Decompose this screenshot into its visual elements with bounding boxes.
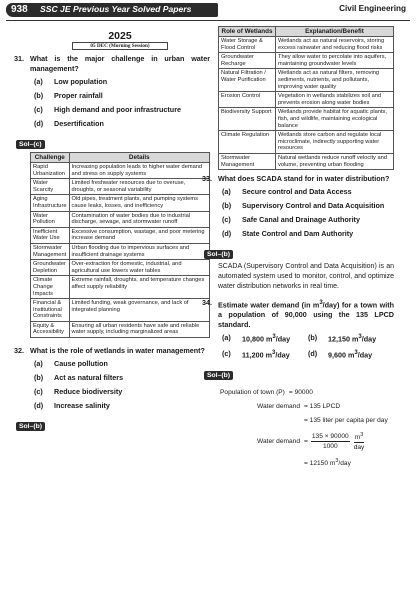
table-cell: Increasing population leads to higher water demand and stress on supply systems bbox=[69, 163, 210, 179]
table-header: Challenge bbox=[31, 153, 70, 163]
table-cell: Rapid Urbanization bbox=[31, 163, 70, 179]
table-cell: Water Scarcity bbox=[31, 179, 70, 195]
table-cell: Excessive consumption, wastage, and poor metering increase demand bbox=[69, 227, 210, 243]
table-cell: Wetlands act as natural filters, removing sediments, nutrients, and pollutants, improving water quality bbox=[276, 69, 394, 92]
options-grid bbox=[222, 333, 394, 364]
question-text: What does SCADA stand for in water distribution? bbox=[218, 174, 390, 184]
table-cell: Financial & Institutional Constraints bbox=[31, 299, 70, 322]
option-d bbox=[222, 229, 394, 238]
fraction-denominator: 1000 bbox=[322, 442, 338, 450]
option-value: 11,200 m bbox=[242, 350, 272, 360]
calc-row bbox=[218, 413, 394, 427]
superscript: 3 bbox=[335, 457, 339, 464]
option-text bbox=[328, 349, 372, 359]
solution-explanation: SCADA (Supervisory Control and Data Acquisition) is an automated system used to monitor, control, and optimize water distribution networks in real time. bbox=[218, 263, 394, 291]
paper-year: 2025 bbox=[108, 30, 132, 42]
superscript: 3 bbox=[272, 334, 276, 341]
solution-badge: Sol–(b) bbox=[16, 422, 45, 431]
table-cell: Extreme rainfall, droughts, and temperature changes affect supply reliability bbox=[69, 276, 210, 299]
table-cell: They allow water to percolate into aquifers, maintaining groundwater levels bbox=[276, 53, 394, 69]
table-cell: Urban flooding due to impervious surfaces and insufficient drainage systems bbox=[69, 243, 210, 259]
option-b bbox=[34, 91, 210, 100]
table-row bbox=[31, 195, 210, 211]
question-33 bbox=[202, 174, 394, 184]
option-a bbox=[222, 333, 308, 343]
table-cell: Water Pollution bbox=[31, 211, 70, 227]
table-cell: Wetlands store carbon and regulate local microclimate, indirectly supporting water resources bbox=[276, 131, 394, 154]
table-cell: Equity & Accessibility bbox=[31, 321, 70, 337]
left-column bbox=[14, 26, 210, 434]
option-text: Cause pollution bbox=[54, 359, 108, 369]
table-header-row bbox=[31, 153, 210, 163]
table-cell: Climate Change Impacts bbox=[31, 276, 70, 299]
table-cell: Wetlands provide habitat for aquatic plants, fish, and wildlife, maintaining ecological balance bbox=[276, 108, 394, 131]
table-row bbox=[219, 69, 394, 92]
option-unit: /day bbox=[361, 334, 377, 344]
solution-badge: Sol–(b) bbox=[204, 371, 233, 380]
question-32 bbox=[14, 346, 210, 356]
calc-value: = 90000 bbox=[288, 388, 313, 396]
option-label: (d) bbox=[34, 401, 44, 411]
option-text: Supervisory Control and Data Acquisition bbox=[242, 201, 385, 211]
table-cell: Old pipes, treatment plants, and pumping systems cause leaks, losses, and inefficiency bbox=[69, 195, 210, 211]
option-label: (b) bbox=[34, 91, 44, 100]
option-label: (b) bbox=[222, 201, 232, 211]
table-cell: Contamination of water bodies due to industrial discharge, sewage, and stormwater runoff bbox=[69, 211, 210, 227]
option-text: Increase salinity bbox=[54, 401, 110, 411]
table-cell: Biodiversity Support bbox=[219, 108, 276, 131]
superscript: 3 bbox=[271, 349, 276, 356]
header-rule bbox=[6, 20, 410, 21]
option-text: High demand and poor infrastructure bbox=[54, 105, 181, 114]
calc-value: = 135 LPCD bbox=[304, 402, 341, 410]
option-c bbox=[34, 105, 210, 114]
option-d bbox=[34, 119, 210, 128]
option-b bbox=[222, 201, 394, 210]
question-text-part: Estimate water demand (in m bbox=[218, 300, 320, 310]
superscript: 3 bbox=[358, 334, 362, 341]
table-cell: Natural wetlands reduce runoff velocity and volume, preventing urban flooding bbox=[276, 153, 394, 169]
challenges-table bbox=[30, 152, 210, 338]
superscript: 3 bbox=[360, 431, 364, 438]
question-text bbox=[218, 298, 394, 330]
option-label: (b) bbox=[308, 333, 318, 343]
option-label: (c) bbox=[222, 348, 231, 358]
calc-label: Population of town (P) bbox=[220, 388, 285, 396]
table-header-row bbox=[219, 27, 394, 37]
table-cell: Stormwater Management bbox=[219, 153, 276, 169]
question-text: What is the major challenge in urban water management? bbox=[30, 54, 210, 73]
question-text: What is the role of wetlands in water management? bbox=[30, 346, 205, 356]
fraction-numerator: 135 × 90000 bbox=[311, 432, 349, 440]
option-a bbox=[34, 359, 210, 368]
table-row bbox=[31, 260, 210, 276]
option-text bbox=[242, 333, 290, 343]
option-text: Desertification bbox=[54, 119, 104, 128]
table-header: Explanation/Benefit bbox=[276, 27, 394, 37]
option-value: 12,150 m bbox=[328, 334, 359, 344]
option-label: (b) bbox=[34, 373, 44, 383]
table-cell: Over-extraction for domestic, industrial, and agricultural use lowers water tables bbox=[69, 260, 210, 276]
option-text: Safe Canal and Drainage Authority bbox=[242, 215, 360, 225]
table-cell: Wetlands act as natural reservoirs, storing excess rainwater and reducing flood risks bbox=[276, 37, 394, 53]
wetlands-table bbox=[218, 26, 394, 170]
table-header: Role of Wetlands bbox=[219, 27, 276, 37]
table-cell: Erosion Control bbox=[219, 92, 276, 108]
table-row bbox=[219, 92, 394, 108]
table-row bbox=[31, 276, 210, 299]
option-a bbox=[222, 187, 394, 196]
superscript: 3 bbox=[354, 349, 358, 356]
option-d bbox=[308, 349, 394, 359]
option-label: (a) bbox=[222, 333, 231, 343]
calc-label: Water demand bbox=[256, 402, 300, 410]
table-row bbox=[219, 153, 394, 169]
table-row bbox=[31, 299, 210, 322]
question-31 bbox=[14, 54, 210, 74]
question-number: 31. bbox=[14, 54, 24, 63]
superscript: 3 bbox=[319, 300, 323, 307]
option-label: (c) bbox=[34, 387, 43, 397]
table-cell: Vegetation in wetlands stabilizes soil and prevents erosion along water bodies bbox=[276, 92, 394, 108]
book-title: SSC JE Previous Year Solved Papers bbox=[40, 4, 192, 14]
fraction bbox=[311, 432, 350, 451]
option-b bbox=[308, 333, 394, 343]
table-cell: Inefficient Water Use bbox=[31, 227, 70, 243]
option-text: Act as natural filters bbox=[54, 373, 124, 383]
calc-row bbox=[218, 455, 394, 469]
option-a bbox=[34, 77, 210, 86]
option-text bbox=[242, 349, 290, 359]
table-row bbox=[31, 211, 210, 227]
option-d bbox=[34, 401, 210, 410]
unit-fraction bbox=[354, 431, 365, 452]
option-label: (c) bbox=[34, 105, 43, 114]
option-unit: /day bbox=[275, 350, 290, 360]
page-number: 938 bbox=[6, 3, 33, 16]
question-34 bbox=[202, 298, 394, 330]
table-cell: Water Storage & Flood Control bbox=[219, 37, 276, 53]
right-column bbox=[202, 26, 394, 469]
option-label: (d) bbox=[222, 229, 232, 239]
table-cell: Stormwater Management bbox=[31, 243, 70, 259]
table-row bbox=[219, 108, 394, 131]
result-unit: /day bbox=[338, 459, 351, 467]
table-row bbox=[31, 243, 210, 259]
option-label: (a) bbox=[34, 77, 43, 86]
table-row bbox=[219, 131, 394, 154]
option-label: (d) bbox=[34, 119, 44, 128]
table-row bbox=[31, 227, 210, 243]
option-unit: /day bbox=[357, 350, 373, 360]
solution-calculation bbox=[218, 385, 394, 469]
table-cell: Limited freshwater resources due to overuse, droughts, or seasonal variability bbox=[69, 179, 210, 195]
unit-numerator bbox=[354, 431, 365, 443]
calc-result bbox=[304, 457, 351, 468]
table-cell: Ensuring all urban residents have safe and reliable water supply, including marginalized areas bbox=[69, 321, 210, 337]
option-text: Secure control and Data Access bbox=[242, 187, 352, 197]
option-c bbox=[34, 387, 210, 396]
equals-sign: = bbox=[304, 437, 308, 445]
option-c bbox=[222, 349, 308, 359]
result-value: = 12150 m bbox=[304, 459, 336, 467]
option-text: State Control and Dam Authority bbox=[242, 229, 354, 239]
question-number: 33. bbox=[202, 174, 212, 184]
exam-session: 05 DEC (Morning Session) bbox=[72, 42, 168, 50]
table-header: Details bbox=[69, 153, 210, 163]
option-text: Low population bbox=[54, 77, 108, 86]
option-text bbox=[328, 333, 376, 343]
page-header bbox=[0, 0, 416, 24]
option-unit: /day bbox=[275, 334, 291, 344]
table-row bbox=[31, 163, 210, 179]
unit-text: m bbox=[354, 433, 361, 441]
section-title: Civil Engineering bbox=[339, 4, 406, 13]
calc-row bbox=[218, 385, 394, 399]
option-value: 10,800 m bbox=[242, 334, 273, 344]
table-row bbox=[31, 179, 210, 195]
option-label: (a) bbox=[222, 187, 231, 197]
table-row bbox=[219, 53, 394, 69]
table-cell: Aging Infrastructure bbox=[31, 195, 70, 211]
option-label: (c) bbox=[222, 215, 231, 225]
table-row bbox=[219, 37, 394, 53]
table-cell: Climate Regulation bbox=[219, 131, 276, 154]
unit-denominator: day bbox=[353, 443, 365, 451]
table-cell: Groundwater Depletion bbox=[31, 260, 70, 276]
option-text: Proper rainfall bbox=[54, 91, 103, 100]
calc-row bbox=[218, 399, 394, 413]
table-row bbox=[31, 321, 210, 337]
question-text-part: /day) for a town with a population of 90,000 using the 135 LPCD standard. bbox=[218, 300, 394, 330]
calc-value: = 135 liter per capita per day bbox=[304, 416, 388, 424]
option-text: Reduce biodiversity bbox=[54, 387, 123, 397]
option-label: (d) bbox=[308, 348, 318, 358]
solution-badge: Sol–(c) bbox=[16, 140, 45, 149]
option-value: 9,600 m bbox=[328, 350, 355, 360]
option-label: (a) bbox=[34, 359, 43, 369]
calc-label: Water demand bbox=[256, 437, 300, 445]
option-b bbox=[34, 373, 210, 382]
table-cell: Natural Filtration / Water Purification bbox=[219, 69, 276, 92]
solution-badge: Sol–(b) bbox=[204, 250, 233, 259]
question-number: 34. bbox=[202, 298, 212, 308]
calc-row bbox=[218, 427, 394, 455]
table-cell: Limited funding, weak governance, and lack of integrated planning bbox=[69, 299, 210, 322]
question-number: 32. bbox=[14, 346, 24, 356]
table-cell: Groundwater Recharge bbox=[219, 53, 276, 69]
option-c bbox=[222, 215, 394, 224]
